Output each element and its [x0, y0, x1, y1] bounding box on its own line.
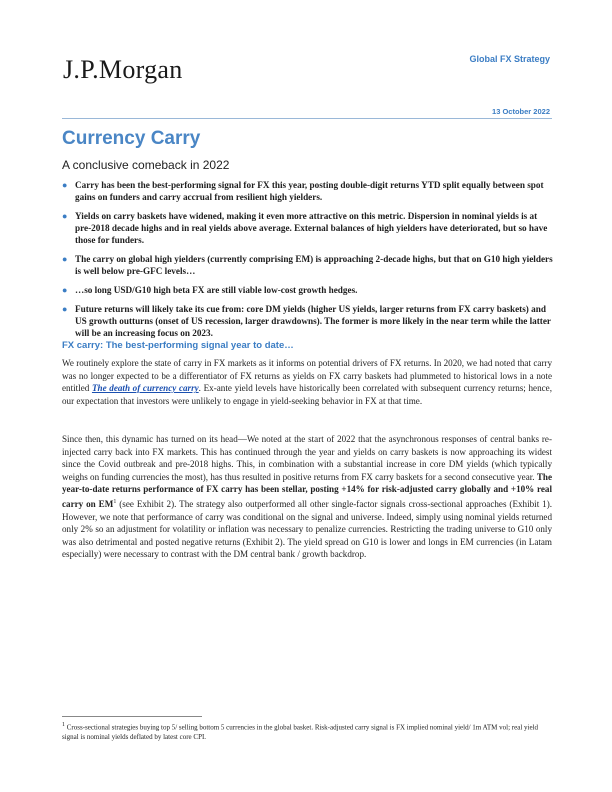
key-point [62, 303, 554, 339]
report-series-label: Global FX Strategy [469, 54, 550, 64]
key-point-text: …so long USD/G10 high beta FX are still viable low-cost growth hedges. [75, 285, 358, 295]
key-point [62, 179, 554, 203]
paragraph-highlight: The year-to-date returns performance of FX carry has been stellar, posting +14% for risk-adjusted carry globally and +10% real carry on EM [62, 471, 552, 509]
bullet-icon: ● [62, 285, 68, 295]
bullet-icon: ● [62, 211, 68, 221]
page-title: Currency Carry [62, 128, 201, 149]
paragraph-text: We routinely explore the state of carry in FX markets as it informs on potential drivers of FX returns. In 2020, we had noted that carry was no longer expected to be a differentiator of FX returns as yields on FX carry baskets had plummeted to historical lows in a note entitled [62, 358, 552, 394]
bullet-icon: ● [62, 180, 68, 190]
jpmorgan-logo: J.P.Morgan [63, 55, 183, 84]
page-subtitle: A conclusive comeback in 2022 [62, 158, 230, 172]
footnote-divider [62, 716, 202, 717]
footnote-text: Cross-sectional strategies buying top 5/ selling bottom 5 currencies in the global basket. Risk-adjusted carry signal is FX implied nominal yield/ 1m ATM vol; real yield signal is nominal yields deflated by latest core CPI. [62, 723, 539, 741]
key-point-text: Future returns will likely take its cue from: core DM yields (higher US yields, larger returns from FX carry baskets) and US growth outturns (onset of US recession, larger drawdowns). The former is more likely in the near term while the latter will be an increasing focus on 2023. [75, 304, 551, 338]
key-point-text: Yields on carry baskets have widened, making it even more attractive on this metric. Dispersion in nominal yields is at pre-2018 decade highs and in real yields above average. External balances of high yielders have deteriorated, but so have those for funders. [75, 211, 548, 245]
footnote-marker: 1 [62, 722, 65, 728]
body-paragraph-1 [62, 357, 552, 407]
paragraph-text: Since then, this dynamic has turned on its head—We noted at the start of 2022 that the asynchronous responses of central banks re-injected carry back into FX markets. This has continued through the year and yields on carry baskets is now approaching its widest since the Covid outbreak and pre-2018 highs. This, in combination with a substantial increase in core DM yields (which typically weighs on funding currencies the most), has thus resulted in positive returns from FX carry baskets for a second consecutive year. [62, 434, 552, 482]
death-of-currency-carry-link[interactable]: The death of currency carry [91, 383, 199, 394]
key-point [62, 284, 554, 296]
bullet-icon: ● [62, 304, 68, 314]
bullet-icon: ● [62, 254, 68, 264]
key-point [62, 210, 554, 246]
header-divider [62, 118, 552, 119]
section-heading: FX carry: The best-performing signal year to date… [62, 340, 294, 351]
paragraph-text: . Ex-ante yield levels have historically been correlated with subsequent currency returns; hence, our expectation that investors were unlikely to engage in yield-seeking behavior in FX at that time. [62, 383, 552, 406]
footnote [62, 721, 552, 742]
body-paragraph-2 [62, 433, 552, 561]
key-points-list [62, 179, 554, 346]
footnote-ref[interactable]: 1 [113, 498, 117, 505]
key-point-text: Carry has been the best-performing signal for FX this year, posting double-digit returns YTD split equally between spot gains on funders and carry accrual from resilient high yielders. [75, 180, 544, 202]
publication-date: 13 October 2022 [492, 107, 550, 116]
paragraph-text: (see Exhibit 2). The strategy also outperformed all other single-factor signals cross-sectional approaches (Exhibit 1). However, we note that performance of carry was conditional on the signal and universe. Indeed, simply using nominal yields returned only 2% so an adjustment for volatility or inflation was necessary to penalize currencies. Restricting the trading universe to G10 only was also detrimental and posted negative returns (Exhibit 2). The yield spread on G10 is lower and longs in EM currencies (in Latam especially) were necessary to contrast with the DM central bank / growth backdrop. [62, 499, 553, 560]
key-point-text: The carry on global high yielders (currently comprising EM) is approaching 2-decade highs, but that on G10 high yielders is well below pre-GFC levels… [75, 254, 553, 276]
key-point [62, 253, 554, 277]
